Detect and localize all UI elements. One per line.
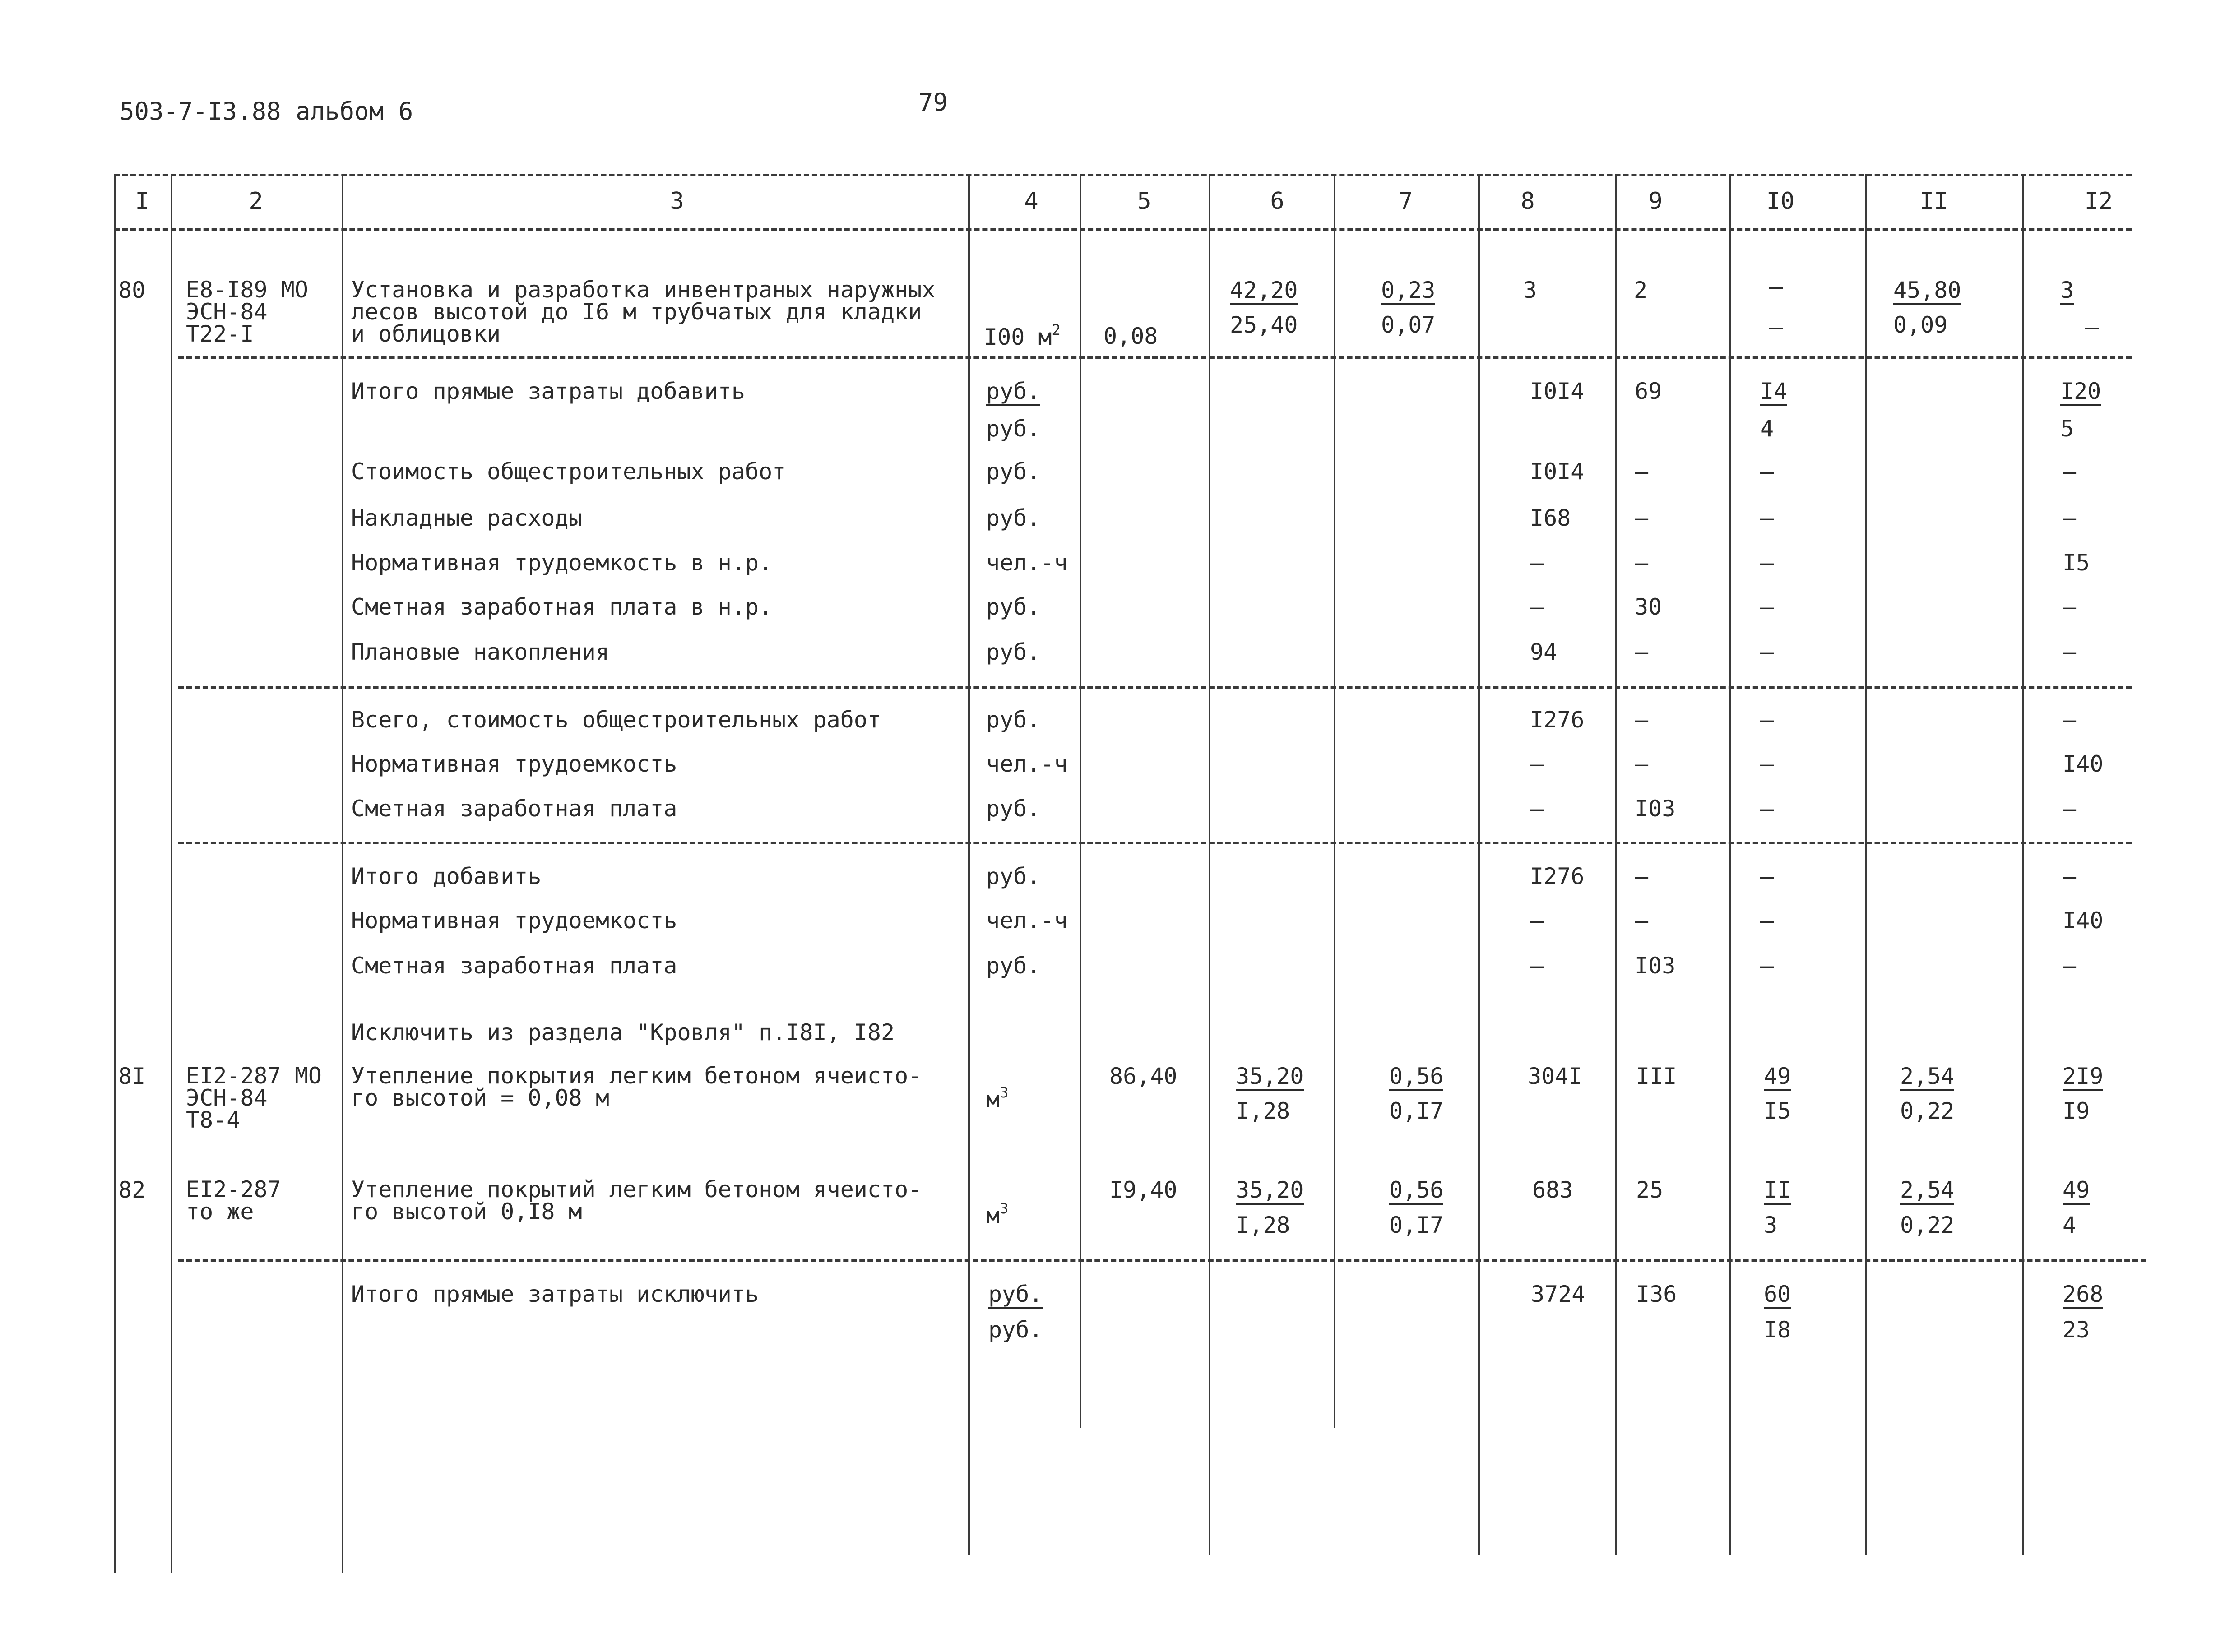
cost-wages: III bbox=[1636, 1063, 1677, 1089]
col12-value: – bbox=[2063, 953, 2077, 979]
unit: руб. bbox=[986, 863, 1041, 889]
norm-code: ЕI2-287 МО ЭСН-84 Т8-4 bbox=[186, 1063, 322, 1133]
cost-total: I0I4 bbox=[1530, 378, 1585, 404]
cost-total: I0I4 bbox=[1530, 458, 1585, 485]
exclude-note: Исключить из раздела "Кровля" п.I8I, I82 bbox=[351, 1019, 895, 1046]
unit: чел.-ч bbox=[986, 907, 1068, 934]
col12-value: I5 bbox=[2063, 550, 2090, 576]
unit: руб. bbox=[988, 1283, 1043, 1309]
cost-wages: – bbox=[1635, 639, 1649, 665]
col-border bbox=[2022, 174, 2024, 1555]
col12-value: – bbox=[2063, 863, 2077, 889]
cost-wages: I36 bbox=[1636, 1281, 1677, 1307]
col12-bottom: 23 bbox=[2063, 1317, 2090, 1343]
work-description: Утепление покрытия легким бетоном ячеисто- го высотой = 0,08 м bbox=[351, 1063, 922, 1111]
col12-value: – bbox=[2063, 505, 2077, 531]
unit: I00 $м^2$ bbox=[984, 321, 1061, 350]
unit: руб. bbox=[986, 505, 1041, 531]
cost-wages: 30 bbox=[1635, 594, 1662, 620]
row-description: Стоимость общестроительных работ bbox=[351, 458, 786, 485]
unit: чел.-ч bbox=[986, 751, 1068, 777]
machine-cost: – bbox=[1760, 751, 1774, 777]
machine-cost: 60 bbox=[1764, 1283, 1791, 1309]
labor-total: 0,56 bbox=[1389, 1179, 1443, 1205]
col12-value: – bbox=[2063, 639, 2077, 665]
cost-wages: – bbox=[1635, 907, 1649, 934]
col11-top: 2,54 bbox=[1900, 1065, 1954, 1091]
labor-wages: 0,07 bbox=[1381, 312, 1436, 338]
cost-total: 683 bbox=[1532, 1177, 1573, 1203]
col12-top: 3 bbox=[2060, 279, 2074, 305]
norm-code: Е8-I89 МО ЭСН-84 Т22-I bbox=[186, 277, 308, 347]
machine-cost: – bbox=[1760, 953, 1774, 979]
norm-code: ЕI2-287 то же bbox=[186, 1176, 281, 1225]
row-divider bbox=[178, 842, 2132, 844]
machine-wages: 3 bbox=[1764, 1212, 1778, 1238]
row-number: 80 bbox=[118, 277, 146, 303]
quantity: 0,08 bbox=[1103, 323, 1158, 349]
col-border bbox=[1334, 174, 1335, 1428]
col-border bbox=[1729, 174, 1731, 1555]
price-total: 42,20 bbox=[1230, 279, 1298, 305]
unit: руб. bbox=[986, 953, 1041, 979]
work-description: Утепление покрытий легким бетоном ячеисто- го высотой 0,I8 м bbox=[351, 1176, 922, 1225]
cost-wages: 2 bbox=[1634, 277, 1648, 303]
machine-cost: I4 bbox=[1760, 380, 1787, 406]
col11-bottom: 0,22 bbox=[1900, 1098, 1955, 1124]
unit: $м^3$ bbox=[986, 1200, 1009, 1229]
machine-cost: – bbox=[1760, 707, 1774, 733]
table-top-border bbox=[114, 174, 2132, 176]
cost-wages: 69 bbox=[1635, 378, 1662, 404]
machine-cost: – bbox=[1760, 639, 1774, 665]
cost-total: – bbox=[1530, 751, 1544, 777]
machine-cost: – bbox=[1760, 796, 1774, 822]
col-border bbox=[968, 174, 970, 1555]
cost-wages: 25 bbox=[1636, 1177, 1664, 1203]
col11-top: 2,54 bbox=[1900, 1179, 1954, 1205]
column-header: 7 bbox=[1399, 188, 1413, 215]
column-header: 2 bbox=[249, 188, 263, 215]
price-wages: 25,40 bbox=[1230, 312, 1298, 338]
unit: руб. bbox=[986, 594, 1041, 620]
col-border bbox=[114, 174, 116, 1573]
col12-bottom: 4 bbox=[2063, 1212, 2077, 1238]
work-description: Установка и разработка инвентраных наружных лесов высотой до I6 м трубчатых для кладки и облицовки bbox=[351, 277, 936, 347]
col-border bbox=[1615, 174, 1617, 1555]
column-header: 4 bbox=[1024, 188, 1038, 215]
row-description: Нормативная трудоемкость в н.р. bbox=[351, 550, 773, 576]
quantity: I9,40 bbox=[1109, 1177, 1177, 1203]
unit: $м^3$ bbox=[986, 1084, 1009, 1113]
cost-wages: I03 bbox=[1635, 796, 1676, 822]
price-total: 35,20 bbox=[1236, 1065, 1304, 1091]
col12-top: 2I9 bbox=[2063, 1065, 2103, 1091]
header-bottom-border bbox=[114, 228, 2132, 231]
row-description: Плановые накопления bbox=[351, 639, 609, 665]
row-description: Нормативная трудоемкость bbox=[351, 907, 677, 934]
cost-total: – bbox=[1530, 953, 1544, 979]
col12-bottom: I9 bbox=[2063, 1098, 2090, 1124]
document-code: 503-7-I3.88 альбом 6 bbox=[120, 97, 413, 125]
unit: руб. bbox=[986, 796, 1041, 822]
machine-cost: – bbox=[1769, 273, 1783, 300]
cost-total: I276 bbox=[1530, 707, 1585, 733]
col12-top: I20 bbox=[2060, 380, 2101, 406]
col12-value: – bbox=[2063, 594, 2077, 620]
machine-cost: – bbox=[1760, 458, 1774, 485]
cost-wages: I03 bbox=[1635, 953, 1676, 979]
row-divider bbox=[178, 1259, 2146, 1262]
column-header: 5 bbox=[1137, 188, 1151, 215]
col-border bbox=[1478, 174, 1480, 1555]
row-description: Сметная заработная плата bbox=[351, 796, 677, 822]
row-description: Нормативная трудоемкость bbox=[351, 751, 677, 777]
machine-cost: 49 bbox=[1764, 1065, 1791, 1091]
cost-total: 94 bbox=[1530, 639, 1558, 665]
col12-bottom: 5 bbox=[2060, 416, 2074, 442]
price-total: 35,20 bbox=[1236, 1179, 1304, 1205]
column-header: 8 bbox=[1520, 188, 1535, 215]
labor-total: 0,56 bbox=[1389, 1065, 1443, 1091]
cost-wages: – bbox=[1635, 550, 1649, 576]
cost-wages: – bbox=[1635, 751, 1649, 777]
row-number: 8I bbox=[118, 1063, 146, 1089]
col12-value: – bbox=[2063, 796, 2077, 822]
unit: руб. bbox=[986, 416, 1041, 442]
unit: руб. bbox=[986, 458, 1041, 485]
row-description: Итого добавить bbox=[351, 863, 542, 889]
cost-total: – bbox=[1530, 796, 1544, 822]
col12-bottom: – bbox=[2085, 314, 2099, 340]
machine-cost: – bbox=[1760, 863, 1774, 889]
col12-top: 49 bbox=[2063, 1179, 2090, 1205]
machine-wages: I8 bbox=[1764, 1317, 1791, 1343]
page-number: 79 bbox=[918, 88, 948, 116]
machine-wages: – bbox=[1769, 314, 1783, 340]
col-border bbox=[1080, 174, 1081, 1428]
col12-value: – bbox=[2063, 458, 2077, 485]
machine-cost: – bbox=[1760, 594, 1774, 620]
column-header: I2 bbox=[2084, 188, 2113, 215]
row-divider bbox=[178, 356, 2132, 359]
machine-cost: – bbox=[1760, 550, 1774, 576]
cost-total: 3 bbox=[1523, 277, 1537, 303]
labor-wages: 0,I7 bbox=[1389, 1212, 1444, 1238]
col11-bottom: 0,22 bbox=[1900, 1212, 1955, 1238]
machine-wages: 4 bbox=[1760, 416, 1774, 442]
cost-total: I68 bbox=[1530, 505, 1571, 531]
cost-total: – bbox=[1530, 907, 1544, 934]
cost-wages: – bbox=[1635, 505, 1649, 531]
row-description: Итого прямые затраты исключить bbox=[351, 1281, 759, 1307]
col-border bbox=[1209, 174, 1210, 1555]
column-header: 9 bbox=[1648, 188, 1663, 215]
row-description: Сметная заработная плата bbox=[351, 953, 677, 979]
row-description: Всего, стоимость общестроительных работ bbox=[351, 707, 881, 733]
row-divider bbox=[178, 686, 2132, 689]
cost-total: I276 bbox=[1530, 863, 1585, 889]
col11-top: 45,80 bbox=[1893, 279, 1961, 305]
cost-total: – bbox=[1530, 594, 1544, 620]
cost-total: 3724 bbox=[1531, 1281, 1585, 1307]
col11-bottom: 0,09 bbox=[1893, 312, 1948, 338]
labor-wages: 0,I7 bbox=[1389, 1098, 1444, 1124]
labor-total: 0,23 bbox=[1381, 279, 1435, 305]
price-wages: I,28 bbox=[1236, 1098, 1290, 1124]
column-header: I bbox=[135, 188, 149, 215]
cost-wages: – bbox=[1635, 863, 1649, 889]
column-header: I0 bbox=[1766, 188, 1795, 215]
col12-value: – bbox=[2063, 707, 2077, 733]
unit: руб. bbox=[986, 380, 1040, 406]
column-header: 3 bbox=[670, 188, 684, 215]
price-wages: I,28 bbox=[1236, 1212, 1290, 1238]
cost-total: – bbox=[1530, 550, 1544, 576]
col-border bbox=[342, 174, 343, 1573]
row-description: Накладные расходы bbox=[351, 505, 582, 531]
cost-wages: – bbox=[1635, 458, 1649, 485]
unit: руб. bbox=[986, 639, 1041, 665]
row-number: 82 bbox=[118, 1177, 146, 1203]
machine-cost: – bbox=[1760, 907, 1774, 934]
cost-total: 304I bbox=[1528, 1063, 1582, 1089]
col12-value: I40 bbox=[2063, 907, 2104, 934]
quantity: 86,40 bbox=[1109, 1063, 1177, 1089]
cost-wages: – bbox=[1635, 707, 1649, 733]
row-description: Сметная заработная плата в н.р. bbox=[351, 594, 773, 620]
column-header: II bbox=[1919, 188, 1948, 215]
unit: руб. bbox=[988, 1317, 1043, 1343]
col12-top: 268 bbox=[2063, 1283, 2103, 1309]
col-border bbox=[1865, 174, 1867, 1555]
row-description: Итого прямые затраты добавить bbox=[351, 378, 745, 404]
machine-cost: II bbox=[1764, 1179, 1791, 1205]
machine-wages: I5 bbox=[1764, 1098, 1791, 1124]
unit: руб. bbox=[986, 707, 1041, 733]
column-header: 6 bbox=[1270, 188, 1284, 215]
col-border bbox=[171, 174, 172, 1573]
col12-value: I40 bbox=[2063, 751, 2104, 777]
machine-cost: – bbox=[1760, 505, 1774, 531]
unit: чел.-ч bbox=[986, 550, 1068, 576]
